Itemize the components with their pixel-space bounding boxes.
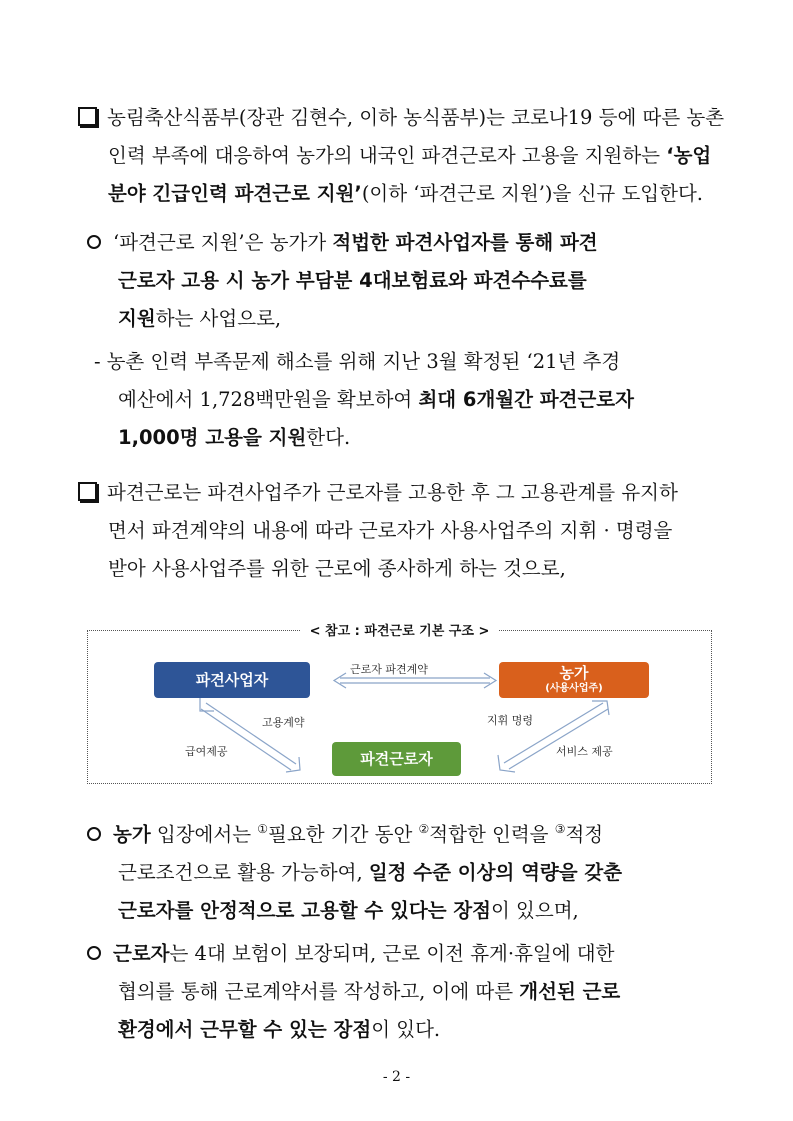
circle-bullet-icon: [87, 235, 101, 249]
label-service: 서비스 제공: [556, 745, 613, 758]
paragraph-3: 농가 입장에서는 ①필요한 기간 동안 ②적합한 인력을 ③적정 근로조건으로 활용 가능하여, 일정 수준 이상의 역량을 갖춘 근로자를 안정적으로 고용할 수 있다는 장점이 있으며,: [72, 810, 722, 930]
paragraph-1-detail: - 농촌 인력 부족문제 해소를 위해 지난 3월 확정된 ‘21년 추경 예산에서 1,728백만원을 확보하여 최대 6개월간 파견근로자 1,000명 고용을 지원한다.: [72, 343, 722, 457]
circle-bullet-icon: [87, 946, 101, 960]
label-command: 지휘 명령: [487, 714, 534, 727]
square-bullet-icon: [78, 107, 97, 126]
dispatcher-box: 파견사업자: [154, 662, 310, 698]
page-number: - 2 -: [382, 1069, 411, 1085]
label-pay: 급여제공: [185, 745, 228, 758]
dash-bullet: -: [94, 350, 101, 373]
paragraph-1: 농림축산식품부(장관 김현수, 이하 농식품부)는 코로나19 등에 따른 농촌 인력 부족에 대응하여 농가의 내국인 파견근로자 고용을 지원하는 ‘농업 분야 긴급인력 파견근로 지원’(이하 ‘파견근로 지원’)을 신규 도입한다.: [72, 99, 722, 213]
label-employment: 고용계약: [262, 716, 305, 729]
dispatch-structure-diagram: [87, 624, 712, 784]
paragraph-2: 파견근로는 파견사업주가 근로자를 고용한 후 그 고용관계를 유지하 면서 파견계약의 내용에 따라 근로자가 사용사업주의 지휘 · 명령을 받아 사용사업주를 위한 근로에 종사하게 하는 것으로,: [72, 474, 722, 588]
employment-arrow: [200, 697, 300, 772]
paragraph-1-sub: ‘파견근로 지원’은 농가가 적법한 파견사업자를 통해 파견 근로자 고용 시 농가 부담분 4대보험료와 파견수수료를 지원하는 사업으로,: [72, 224, 722, 338]
worker-box: 파견근로자: [332, 742, 461, 776]
farm-box: 농가 (사용사업주): [499, 662, 649, 698]
circle-bullet-icon: [87, 827, 101, 841]
paragraph-4: 근로자는 4대 보험이 보장되며, 근로 이전 휴게·휴일에 대한 협의를 통해 근로계약서를 작성하고, 이에 따른 개선된 근로 환경에서 근무할 수 있는 장점이 있다.: [72, 935, 722, 1049]
square-bullet-icon: [78, 482, 97, 501]
label-contract: 근로자 파견계약: [350, 663, 428, 676]
diagram-title: < 참고 : 파견근로 기본 구조 >: [88, 620, 711, 639]
